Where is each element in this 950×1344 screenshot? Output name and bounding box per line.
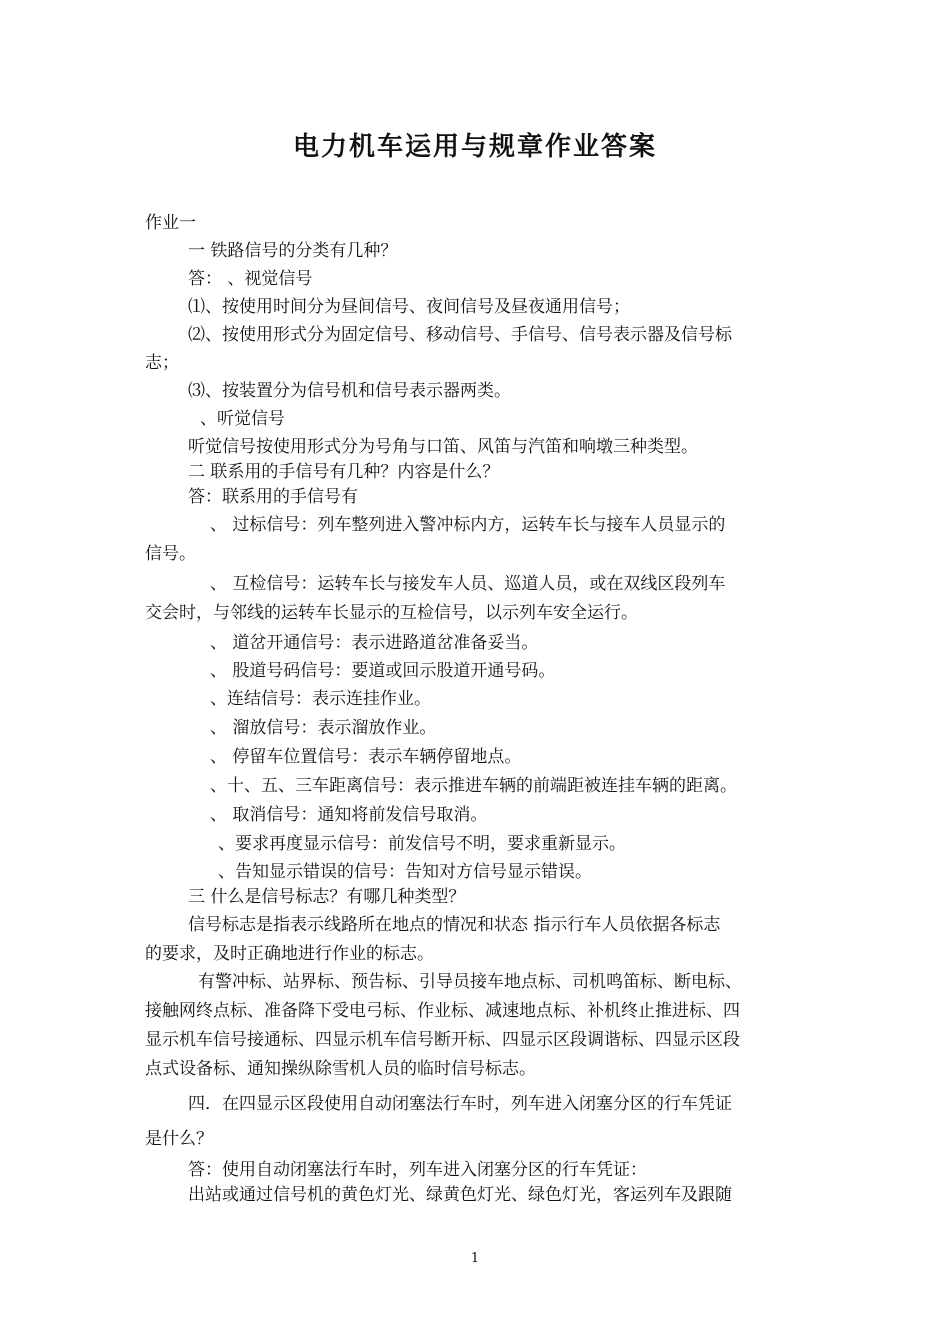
page-number: 1 — [470, 1251, 480, 1266]
text-line: 信号。 — [145, 544, 196, 564]
text-line: ⑶、按装置分为信号机和信号表示器两类。 — [188, 381, 511, 401]
document-title: 电力机车运用与规章作业答案 — [292, 132, 657, 162]
text-line: 一 铁路信号的分类有几种？ — [188, 241, 398, 261]
text-line: 交会时，与邻线的运转车长显示的互检信号，以示列车安全运行。 — [145, 603, 638, 623]
text-line: 的要求，及时正确地进行作业的标志。 — [145, 944, 434, 964]
text-line: 点式设备标、通知操纵除雪机人员的临时信号标志。 — [145, 1059, 536, 1079]
text-line: ⑵、按使用形式分为固定信号、移动信号、手信号、信号表示器及信号标 — [188, 325, 732, 345]
text-line: 答：联系用的手信号有 — [188, 487, 358, 507]
text-line: 、告知显示错误的信号：告知对方信号显示错误。 — [218, 862, 592, 882]
text-line: 听觉信号按使用形式分为号角与口笛、风笛与汽笛和响墩三种类型。 — [188, 437, 698, 457]
text-line: 显示机车信号接通标、四显示机车信号断开标、四显示区段调谐标、四显示区段 — [145, 1030, 740, 1050]
text-line: 是什么？ — [145, 1129, 213, 1149]
text-line: 、 互检信号：运转车长与接发车人员、巡道人员，或在双线区段列车 — [210, 574, 726, 594]
text-line: 二 联系用的手信号有几种？内容是什么？ — [188, 462, 500, 482]
text-line: 答：使用自动闭塞法行车时，列车进入闭塞分区的行车凭证： — [188, 1160, 647, 1180]
text-line: 答： 、视觉信号 — [188, 269, 313, 289]
text-line: 志； — [145, 353, 179, 373]
text-line: 接触网终点标、准备降下受电弓标、作业标、减速地点标、补机终止推进标、四 — [145, 1001, 740, 1021]
text-line: 、 过标信号：列车整列进入警冲标内方，运转车长与接车人员显示的 — [210, 515, 726, 535]
text-line: 、 股道号码信号：要道或回示股道开通号码。 — [210, 661, 556, 681]
text-line: 、 取消信号：通知将前发信号取消。 — [210, 805, 488, 825]
text-line: 、 道岔开通信号：表示进路道岔准备妥当。 — [210, 633, 539, 653]
text-line: 、十、五、三车距离信号：表示推进车辆的前端距被连挂车辆的距离。 — [210, 776, 737, 796]
text-line: 三 什么是信号标志？有哪几种类型？ — [188, 887, 466, 907]
text-line: 信号标志是指表示线路所在地点的情况和状态 指示行车人员依据各标志 — [188, 915, 721, 935]
text-line: 、连结信号：表示连挂作业。 — [210, 689, 431, 709]
text-line: ⑴、按使用时间分为昼间信号、夜间信号及昼夜通用信号； — [188, 297, 630, 317]
text-line: 四．在四显示区段使用自动闭塞法行车时，列车进入闭塞分区的行车凭证 — [188, 1094, 732, 1114]
text-line: 作业一 — [145, 213, 196, 233]
text-line: 、要求再度显示信号：前发信号不明，要求重新显示。 — [218, 834, 626, 854]
text-line: 、听觉信号 — [200, 409, 285, 429]
text-line: 、 停留车位置信号：表示车辆停留地点。 — [210, 747, 522, 767]
text-line: 出站或通过信号机的黄色灯光、绿黄色灯光、绿色灯光，客运列车及跟随 — [188, 1185, 732, 1205]
text-line: 有警冲标、站界标、预告标、引导员接车地点标、司机鸣笛标、断电标、 — [198, 972, 742, 992]
text-line: 、 溜放信号：表示溜放作业。 — [210, 718, 437, 738]
